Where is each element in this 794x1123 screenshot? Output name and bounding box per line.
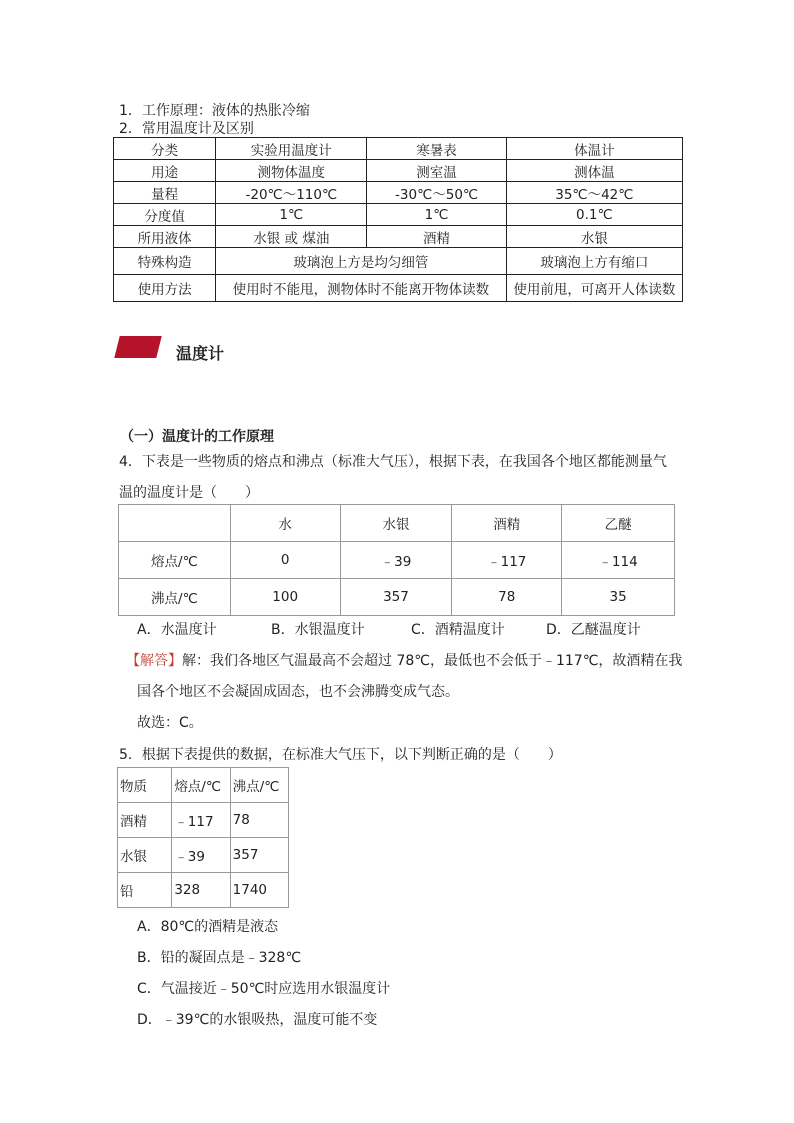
table-row [119, 505, 675, 542]
table-cell: 沸点/℃ [119, 579, 231, 616]
table-cell: 78 [230, 803, 288, 838]
table-cell: 0.1℃ [506, 204, 682, 226]
table-cell: 测物体温度 [216, 160, 367, 182]
table-cell: ﹣117 [452, 542, 562, 579]
table-row [114, 182, 683, 204]
table-cell: 35 [562, 579, 675, 616]
table-cell: 酒精 [452, 505, 562, 542]
table-cell: 78 [452, 579, 562, 616]
table-cell: 用途 [114, 160, 216, 182]
table-row [118, 803, 289, 838]
table-cell: 水银 [340, 505, 452, 542]
q5-option-a: A．80℃的酒精是液态 [137, 919, 279, 935]
table-cell [119, 505, 231, 542]
table-cell: 所用液体 [114, 226, 216, 248]
intro-line-1: 1．工作原理：液体的热胀冷缩 [119, 103, 310, 119]
table-cell: 328 [172, 873, 230, 908]
table-cell: 1℃ [367, 204, 506, 226]
table-cell: 沸点/℃ [230, 768, 288, 803]
table-cell: 357 [230, 838, 288, 873]
q4-answer-line-1 [126, 650, 682, 670]
table-cell: 水银 [506, 226, 682, 248]
q4-answer-line-2: 国各个地区不会凝固成固态，也不会沸腾变成气态。 [137, 684, 459, 700]
table-row [114, 204, 683, 226]
table-cell: 35℃～42℃ [506, 182, 682, 204]
answer-tag: 【解答】 [126, 653, 182, 669]
table-cell: -30℃～50℃ [367, 182, 506, 204]
thermometer-comparison-table [113, 137, 683, 302]
table-cell: 357 [340, 579, 452, 616]
q4-stem-line-1: 4．下表是一些物质的熔点和沸点（标准大气压），根据下表，在我国各个地区都能测量气 [119, 454, 667, 470]
table-cell: 1740 [230, 873, 288, 908]
table-cell: 分类 [114, 138, 216, 160]
table-cell: 水银 [118, 838, 172, 873]
q4-option-b: B．水银温度计 [271, 622, 365, 638]
table-row [114, 248, 683, 275]
answer-text: 解：我们各地区气温最高不会超过 78℃，最低也不会低于﹣117℃，故酒精在我 [182, 653, 683, 669]
q4-option-c: C．酒精温度计 [411, 622, 505, 638]
table-row [114, 275, 683, 302]
table-cell: 水 [230, 505, 340, 542]
subsection-title: （一）温度计的工作原理 [120, 429, 274, 445]
q5-option-b: B．铅的凝固点是﹣328℃ [137, 950, 302, 966]
table-cell: 实验用温度计 [216, 138, 367, 160]
section-title: 温度计 [176, 344, 225, 363]
table-cell: 玻璃泡上方是均匀细管 [216, 248, 507, 275]
table-row [114, 226, 683, 248]
table-row [119, 542, 675, 579]
table-row [118, 873, 289, 908]
table-cell: 1℃ [216, 204, 367, 226]
table-cell: 铅 [118, 873, 172, 908]
table-cell: 100 [230, 579, 340, 616]
table-row [119, 579, 675, 616]
table-cell: 使用方法 [114, 275, 216, 302]
table-cell: 物质 [118, 768, 172, 803]
table-cell: 量程 [114, 182, 216, 204]
q5-option-c: C．气温接近﹣50℃时应选用水银温度计 [137, 981, 391, 997]
table-row [118, 768, 289, 803]
table-cell: 分度值 [114, 204, 216, 226]
table-cell: 测体温 [506, 160, 682, 182]
intro-line-2: 2．常用温度计及区别 [119, 121, 254, 137]
table-cell: 寒暑表 [367, 138, 506, 160]
table-cell: 特殊构造 [114, 248, 216, 275]
table-cell: 玻璃泡上方有缩口 [506, 248, 682, 275]
table-cell: 乙醚 [562, 505, 675, 542]
table-cell: ﹣39 [172, 838, 230, 873]
substance-table [117, 767, 289, 908]
table-cell: 熔点/℃ [119, 542, 231, 579]
table-cell: 测室温 [367, 160, 506, 182]
table-cell: ﹣114 [562, 542, 675, 579]
q4-option-d: D．乙醚温度计 [546, 622, 641, 638]
q5-option-d: D．﹣39℃的水银吸热，温度可能不变 [137, 1012, 378, 1028]
melting-boiling-table [118, 504, 675, 616]
section-flag-icon [114, 336, 161, 358]
table-row [118, 838, 289, 873]
table-cell: 酒精 [118, 803, 172, 838]
table-cell: 熔点/℃ [172, 768, 230, 803]
table-cell: ﹣117 [172, 803, 230, 838]
table-cell: 使用前甩，可离开人体读数 [506, 275, 682, 302]
table-cell: ﹣39 [340, 542, 452, 579]
table-cell: 体温计 [506, 138, 682, 160]
q4-option-a: A．水温度计 [137, 622, 217, 638]
table-cell: 0 [230, 542, 340, 579]
table-cell: -20℃～110℃ [216, 182, 367, 204]
table-cell: 水银 或 煤油 [216, 226, 367, 248]
q4-choice: 故选：C。 [137, 715, 203, 731]
q5-stem: 5．根据下表提供的数据，在标准大气压下，以下判断正确的是（ ） [119, 747, 562, 763]
table-cell: 使用时不能甩，测物体时不能离开物体读数 [216, 275, 507, 302]
table-row [114, 138, 683, 160]
table-cell: 酒精 [367, 226, 506, 248]
q4-stem-line-2: 温的温度计是（ ） [119, 485, 259, 501]
table-row [114, 160, 683, 182]
